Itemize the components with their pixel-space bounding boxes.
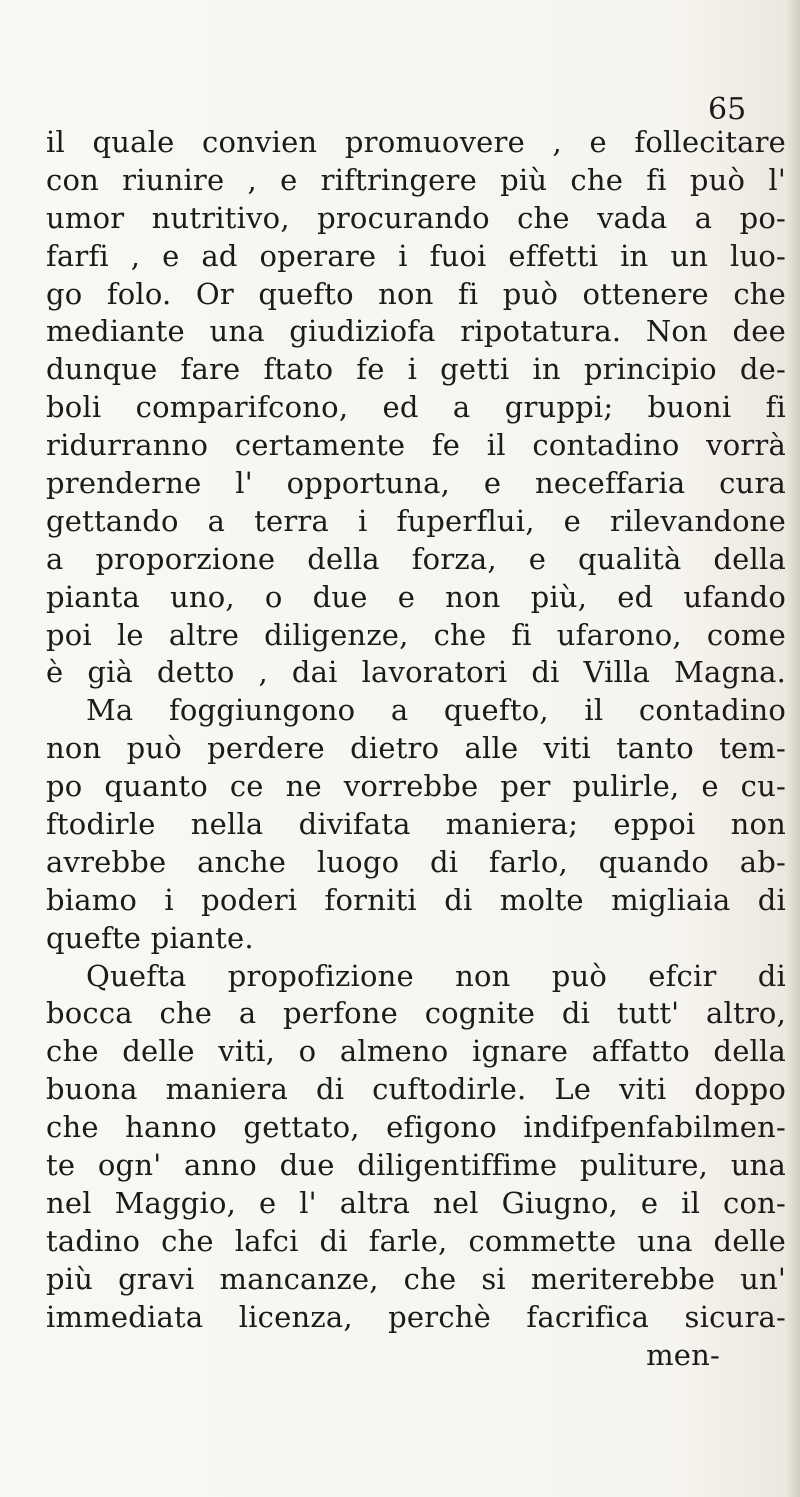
text-line: ftodirle nella divifata maniera; eppoi non — [46, 807, 786, 842]
text-line: più gravi mancanze, che si meriterebbe un' — [46, 1261, 786, 1296]
text-line: po quanto ce ne vorrebbe per pulirle, e cu- — [46, 769, 786, 804]
text-line: pianta uno, o due e non più, ed ufando — [46, 579, 786, 614]
body-text — [46, 124, 786, 1374]
text-line: avrebbe anche luogo di farlo, quando ab- — [46, 844, 786, 879]
text-line: Ma foggiungono a quefto, il contadino — [86, 693, 786, 728]
text-line: te ogn' anno due diligentiffime puliture, una — [46, 1148, 786, 1183]
text-line: con riunire , e riftringere più che fi può l' — [46, 162, 786, 197]
text-line: umor nutritivo, procurando che vada a po- — [46, 200, 786, 235]
page-number: 65 — [708, 92, 747, 127]
text-line: biamo i poderi forniti di molte migliaia di — [46, 882, 786, 917]
text-line: è già detto , dai lavoratori di Villa Magna. — [46, 655, 786, 690]
text-line: buona maniera di cuftodirle. Le viti doppo — [46, 1072, 786, 1107]
text-line: Quefta propofizione non può efcir di — [86, 958, 786, 993]
text-line: tadino che lafci di farle, commette una delle — [46, 1223, 786, 1258]
text-line: ridurranno certamente fe il contadino vorrà — [46, 428, 786, 463]
text-line: boli comparifcono, ed a gruppi; buoni fi — [46, 390, 786, 425]
text-line: che delle viti, o almeno ignare affatto della — [46, 1034, 786, 1069]
page-edge-shadow — [786, 0, 800, 1497]
text-line: che hanno gettato, efigono indifpenfabilmen- — [46, 1110, 786, 1145]
text-line: gettando a terra i fuperflui, e rilevandone — [46, 503, 786, 538]
text-line: quefte piante. — [46, 920, 254, 955]
text-line: mediante una giudiziofa ripotatura. Non dee — [46, 314, 786, 349]
text-line: nel Maggio, e l' altra nel Giugno, e il con- — [46, 1185, 786, 1220]
text-line: prenderne l' opportuna, e neceffaria cura — [46, 466, 786, 501]
text-line: go folo. Or quefto non fi può ottenere che — [46, 276, 786, 311]
text-line: poi le altre diligenze, che fi ufarono, come — [46, 617, 786, 652]
text-line: men- — [646, 1337, 720, 1372]
text-line: immediata licenza, perchè facrifica sicura- — [46, 1299, 786, 1334]
text-line: non può perdere dietro alle viti tanto tem- — [46, 731, 786, 766]
text-line: farfi , e ad operare i fuoi effetti in un luo- — [46, 238, 786, 273]
text-line: il quale convien promuovere , e follecitare — [46, 125, 786, 159]
text-line: dunque fare ftato fe i getti in principio de- — [46, 352, 786, 387]
text-line: a proporzione della forza, e qualità della — [46, 541, 786, 576]
text-line: bocca che a perfone cognite di tutt' altro, — [46, 996, 786, 1031]
